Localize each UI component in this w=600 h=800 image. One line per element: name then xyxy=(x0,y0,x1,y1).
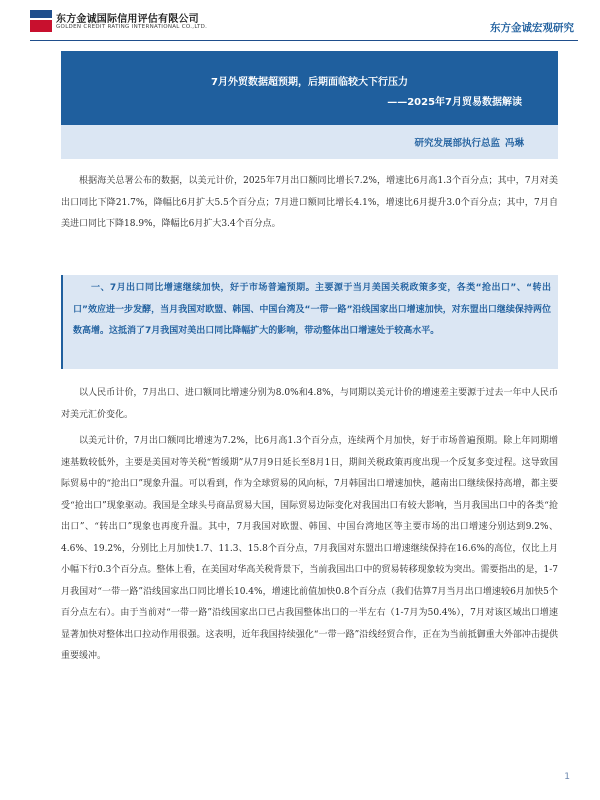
company-logo-icon xyxy=(30,10,52,32)
author-box xyxy=(61,125,558,159)
paragraph-usd-analysis: 以美元计价，7月出口额同比增速为7.2%，比6月高1.3个百分点，连续两个月加快，好于市场普遍预期。除上年同期增速基数较低外，主要是美国对等关税“暂缓期”从7月9日延长至8月1日，期间关税政策再度出现一个反复多变过程。这导致国际贸易中的“抢出口”现象升温。可以看到，作为全球贸易的风向标，7月韩国出口增速加快，越南出口继续保持高增，都主要受“抢出口”现象驱动。我国是全球头号商品贸易大国，国际贸易边际变化对我国出口有较大影响，当月我国出口中的各类“抢出口”、“转出口”现象也再度升温。其中，7月我国对欧盟、韩国、中国台湾地区等主要市场的出口增速分别达到9.2%、4.6%、19.2%，分别比上月加快1.7、11.3、15.8个百分点，7月我国对东盟出口增速继续保持在16.6%的高位，仅比上月小幅下行0.3个百分点。整体上看，在美国对华高关税背景下，当前我国出口中的贸易转移现象较为突出。需要指出的是，1-7月我国对“一带一路”沿线国家出口同比增长10.4%，增速比前值加快0.8个百分点（我们估算7月当月出口增速较6月加快5个百分点左右）。由于当前对“一带一路”沿线国家出口已占我国整体出口的一半左右（1-7月为50.4%），7月对该区域出口增速显著加快对整体出口拉动作用很强。这表明，近年我国持续强化“一带一路”沿线经贸合作，正在为当前抵御重大外部冲击提供重要缓冲。 xyxy=(61,436,558,661)
logo-bar-red xyxy=(30,20,52,32)
page-number: 1 xyxy=(564,772,570,782)
page-header xyxy=(0,0,600,44)
author-name: 冯琳 xyxy=(504,138,524,149)
series-label: 东方金诚宏观研究 xyxy=(490,22,574,34)
header-divider xyxy=(30,40,578,41)
logo-bar-blue xyxy=(30,10,52,18)
brand-name-en: GOLDEN CREDIT RATING INTERNATIONAL CO.,LTD. xyxy=(56,24,208,30)
key-point-box xyxy=(61,275,558,369)
report-title: 7月外贸数据超预期，后期面临较大下行压力 xyxy=(211,77,408,88)
key-point-text: 一、7月出口同比增速继续加快，好于市场普遍预期。主要源于当月美国关税政策多变，各类“抢出口”、“转出口”效应进一步发酵，当月我国对欧盟、韩国、中国台湾及“一带一路”沿线国家出口增速加快，对东盟出口继续保持两位数高增。这抵消了7月我国对美出口同比降幅扩大的影响，带动整体出口增速处于较高水平。 xyxy=(73,283,551,336)
paragraph-rmb: 以人民币计价，7月出口、进口额同比增速分别为8.0%和4.8%，与同期以美元计价的增速差主要源于过去一年中人民币对美元汇价变化。 xyxy=(61,388,558,420)
brand-name-cn: 东方金诚国际信用评估有限公司 xyxy=(56,14,199,25)
paragraph-intro: 根据海关总署公布的数据，以美元计价，2025年7月出口额同比增长7.2%，增速比6月高1.3个百分点；其中，7月对美出口同比下降21.7%，降幅比6月扩大5.5个百分点；7月进口额同比增长4.1%，增速比6月提升3.0个百分点；其中，7月自美进口同比下降18.9%，降幅比6月扩大3.4个百分点。 xyxy=(61,176,558,229)
author-title: 研究发展部执行总监 xyxy=(414,138,500,149)
report-subtitle: ——2025年7月贸易数据解读 xyxy=(387,97,522,108)
